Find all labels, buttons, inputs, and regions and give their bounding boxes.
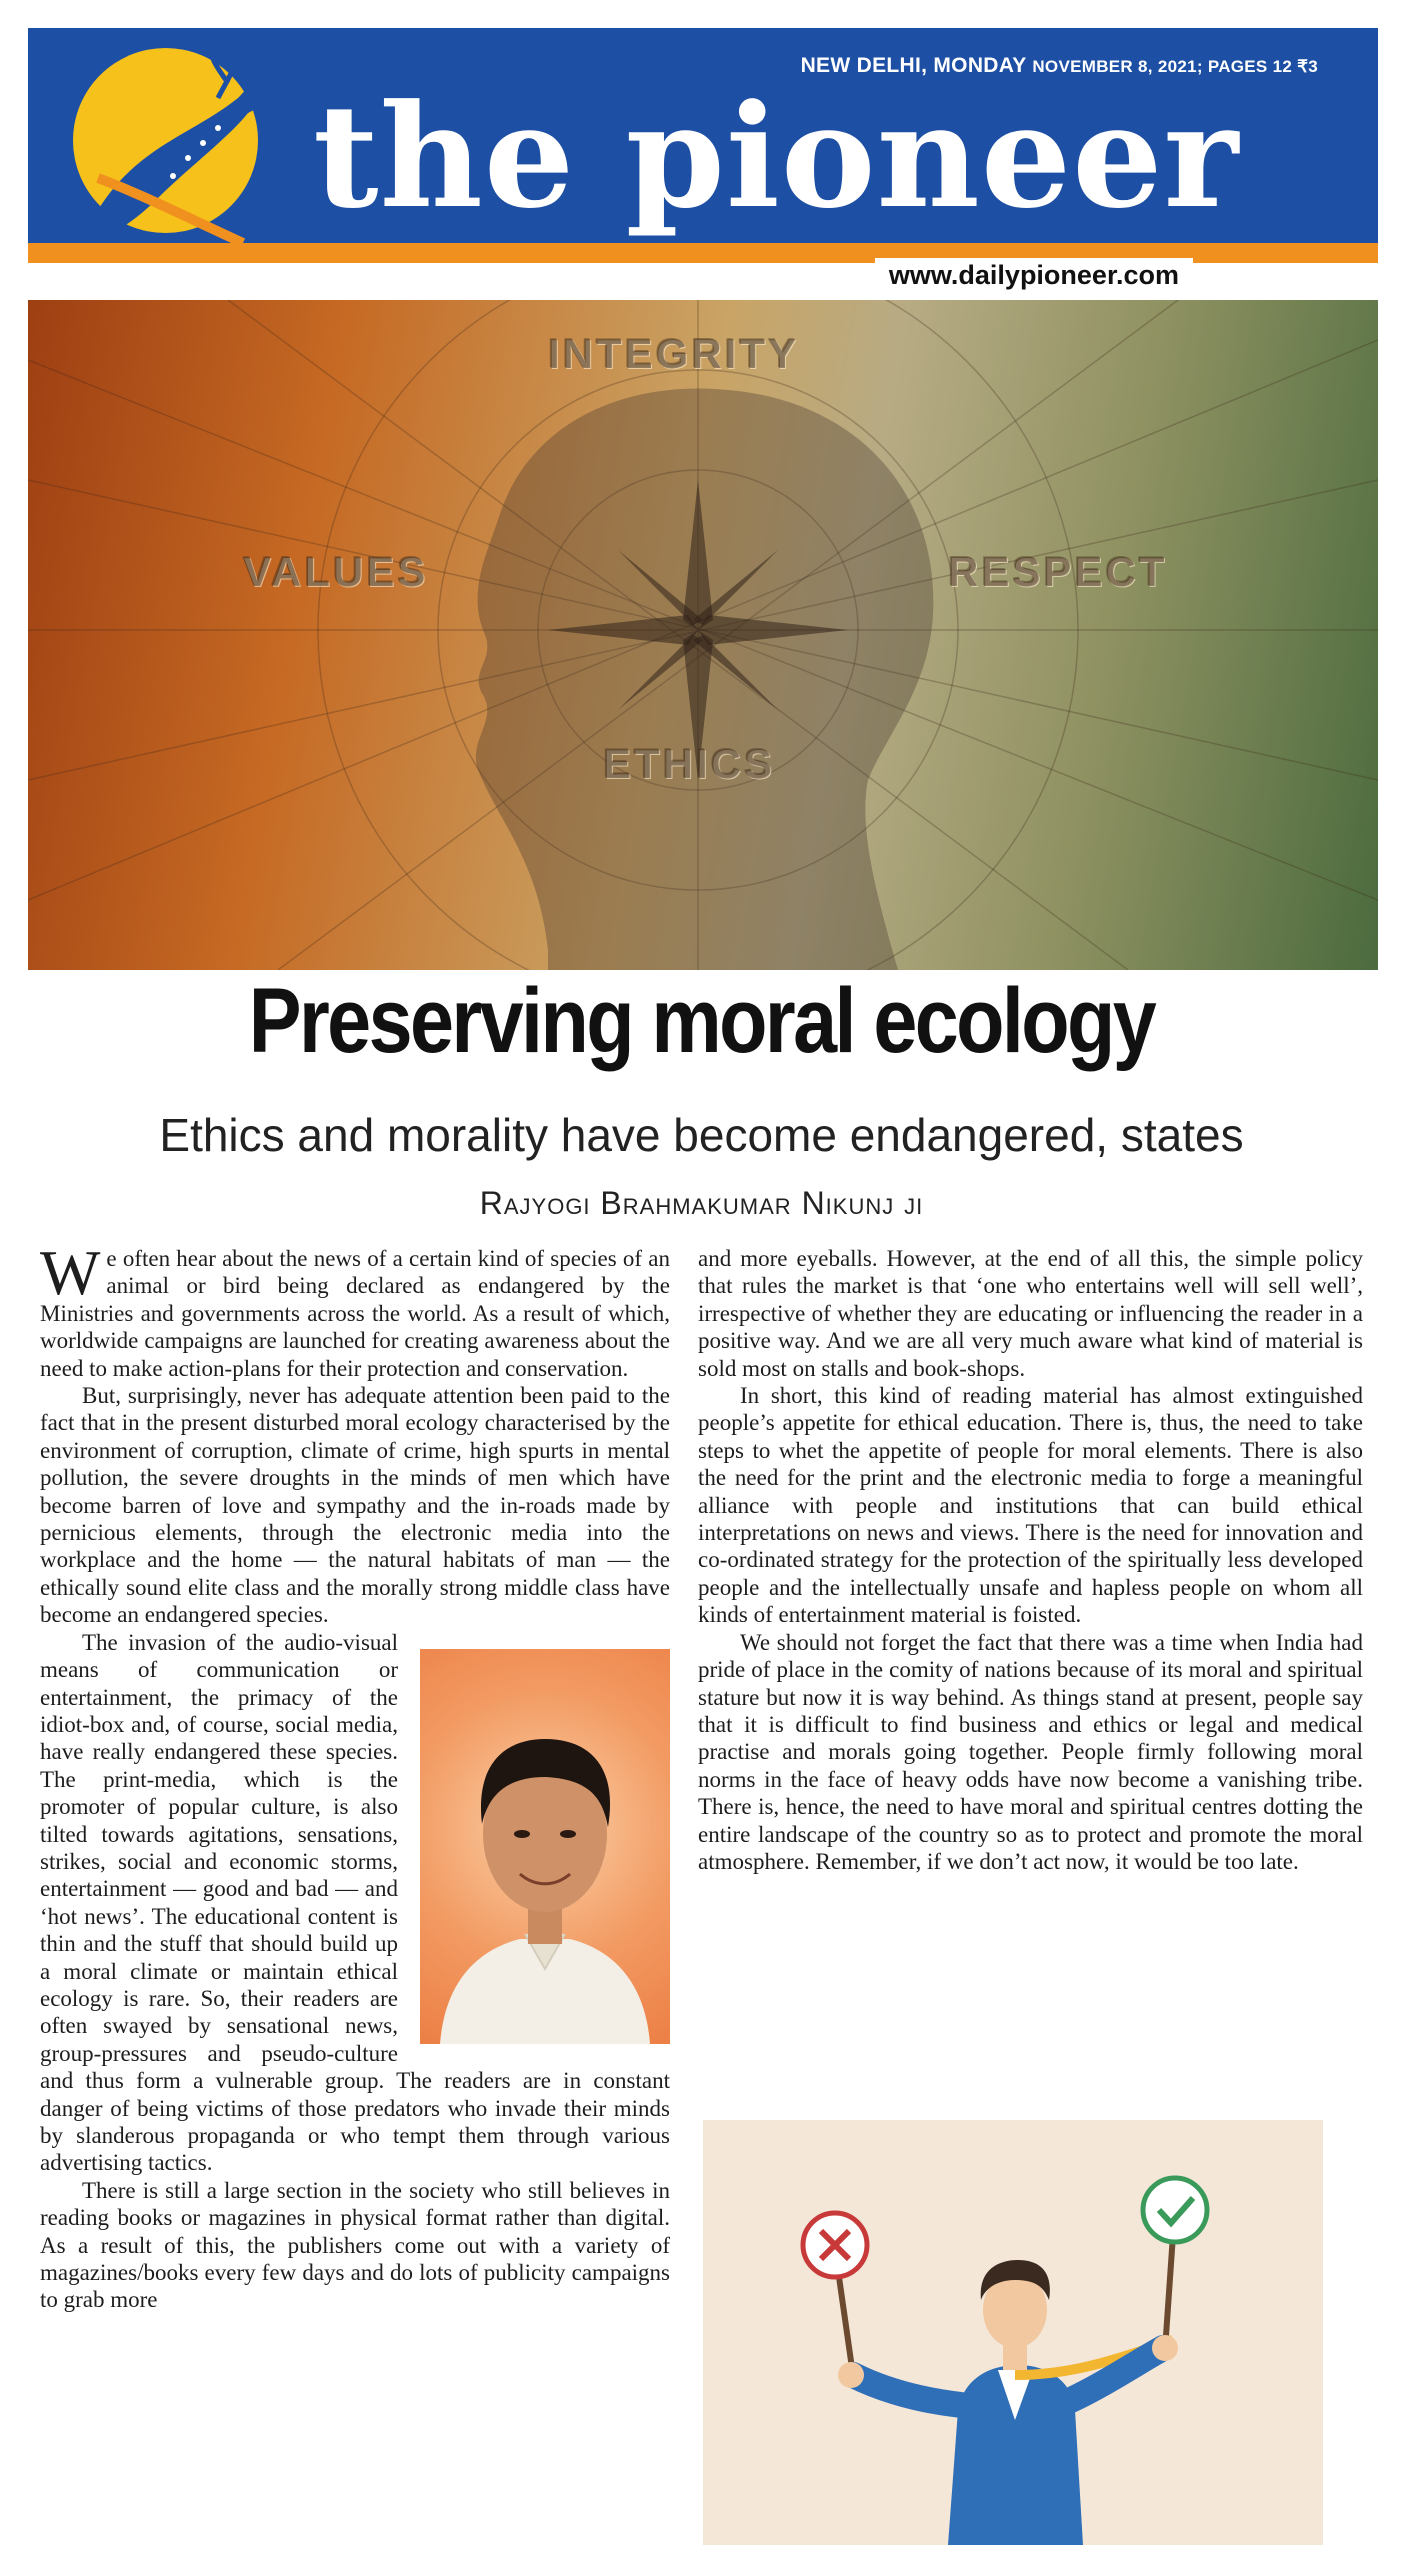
paragraph: We should not forget the fact that there was a time when India had pride of place in the comity of nations because of its moral and spiritual stature but now it is way behind. As things stand at present, people say that it is difficult to find business and ethics or legal and medical practise and morals going together. People firmly following moral norms in the face of heavy odds have now become a vanishing tribe. There is, hence, the need to have moral and spiritual centres dotting the entire landscape of the country so as to protect and promote the moral atmosphere. Remember, if we don’t act now, it would be too late. (698, 1629, 1363, 1874)
paragraph: The invasion of the audio-visual means of communication or entertainment, the primacy of the idiot-box and, of course, social media, have really endangered these species. The print-media, which is the promoter of popular culture, is also tilted towards agitations, sensations, strikes, social and economic storms, entertainment — good and bad — and ‘hot news’. The educational content is thin and the stuff that should build up a moral climate or maintain ethical ecology is rare. So, their readers are often swayed by sensational news, group-pressures and pseudo-culture and thus form a vulnerable group. The readers are in constant danger of being victims of those predators who invade their minds by slanderous propaganda or who tempt them through various advertising tactics. (40, 1629, 670, 2176)
hero-word-values: VALUES (243, 548, 429, 595)
hero-word-integrity: INTEGRITY (548, 330, 800, 377)
hero-image (28, 300, 1378, 970)
dateline: NEW DELHI, MONDAY NOVEMBER 8, 2021; PAGES 12 ₹3 (800, 54, 1318, 77)
article-standfirst: Ethics and morality have become endangered, states (159, 1109, 1244, 1161)
article-byline: Rajyogi Brahmakumar Nikunj ji (479, 1185, 924, 1221)
paragraph: and more eyeballs. However, at the end of all this, the simple policy that rules the market is that ‘one who entertains well will sell well’, irrespective of whether they are educating or influencing the reader in a positive way. And we are all very much aware what kind of material is sold most on stalls and book-shops. (698, 1246, 1363, 1381)
newspaper-brand: the pioneer (313, 74, 1240, 240)
article-column-right (698, 1245, 1363, 1875)
leaping-deer-icon (68, 28, 308, 263)
paragraph: In short, this kind of reading material has almost extinguished people’s appetite for ethical education. There is, thus, the need to take steps to whet the appetite of people for moral elements. There is also the need for the print and the electronic media to forge a meaningful alliance with people and institutions that can build ethical interpretations on news and views. There is the need for innovation and co-ordinated strategy for the protection of the spiritually less developed people and the intellectually unsafe and hapless people on whom all kinds of entertainment material is foisted. (698, 1383, 1363, 1628)
paragraph: We often hear about the news of a certain kind of species of an animal or bird being declared as endangered by the Ministries and governments across the world. As a result of which, worldwide campaigns are launched for creating awareness about the need to make action-plans for their protection and conservation. (40, 1237, 670, 1381)
businessman-choice-signs-icon (703, 2120, 1323, 2545)
website-link[interactable]: www.dailypioneer.com (875, 258, 1193, 293)
hero-word-respect: RESPECT (948, 548, 1168, 595)
compass-rose-icon (28, 300, 1378, 970)
masthead (28, 28, 1378, 290)
paragraph: There is still a large section in the society who still believes in reading books or magazines in physical format rather than digital. As a result of this, the publishers come out with a variety of magazines/books every few days and do lots of publicity campaigns to grab more (40, 2177, 670, 2313)
drop-cap: W (40, 1237, 101, 1308)
article-headline: Preserving moral ecology (248, 970, 1155, 1072)
article-column-left (40, 1237, 670, 2545)
author-portrait-icon (420, 1649, 670, 2044)
paragraph: But, surprisingly, never has adequate attention been paid to the fact that in the present disturbed moral ecology characterised by the environment of corruption, climate of crime, high spurts in mental pollution, the severe droughts in the minds of men which have become barren of love and sympathy and the in-roads made by pernicious elements, through the electronic media into the workplace and the home — the natural habitats of man — the ethically sound elite class and the morally strong middle class have become an endangered species. (40, 1383, 670, 1628)
hero-word-ethics: ETHICS (603, 740, 776, 787)
